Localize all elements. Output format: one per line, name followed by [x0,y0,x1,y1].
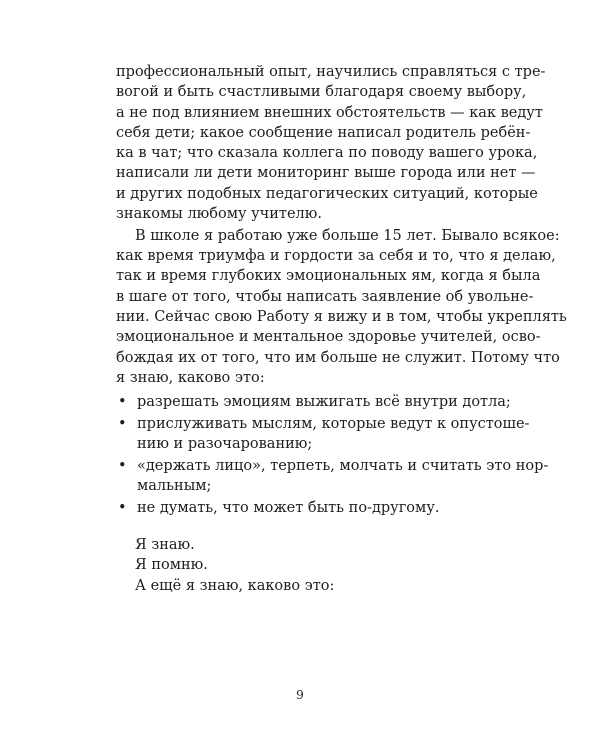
text-line: так и время глубоких эмоциональных ям, когда я была [116,268,541,285]
bullet-marker: • [118,415,127,432]
list-item: разрешать эмоциям выжигать всё внутри дотла; [137,393,511,410]
bullet-marker: • [118,393,127,410]
text-line: Я знаю. [135,537,195,554]
text-line: написали ли дети мониторинг выше города или нет — [116,165,536,182]
text-line: и других подобных педагогических ситуаций, которые [116,185,538,202]
text-line: А ещё я знаю, каково это: [135,577,335,594]
text-line: как время триумфа и гордости за себя и то, что я делаю, [116,248,556,265]
text-line: ка в чат; что сказала коллега по поводу вашего урока, [116,145,538,162]
bullet-marker: • [118,500,127,517]
text-line: нии. Сейчас свою Работу я вижу и в том, чтобы укреплять [116,309,567,326]
list-item: не думать, что может быть по-другому. [137,500,440,517]
list-item-continuation: нию и разочарованию; [137,435,313,452]
list-item: «держать лицо», терпеть, молчать и считать это нор- [137,457,549,474]
text-line: эмоциональное и ментальное здоровье учителей, осво- [116,329,541,346]
list-item: прислуживать мыслям, которые ведут к опустоше- [137,415,530,432]
bullet-marker: • [118,457,127,474]
text-line: профессиональный опыт, научились справляться с тре- [116,64,546,80]
text-line: себя дети; какое сообщение написал родитель ребён- [116,124,531,141]
page-number: 9 [296,688,304,702]
text-line: вогой и быть счастливыми благодаря своему выбору, [116,84,527,101]
text-line-indented: В школе я работаю уже больше 15 лет. Бывало всякое: [135,227,560,244]
text-line: Я помню. [135,557,208,574]
text-line: я знаю, каково это: [116,369,265,386]
text-line: а не под влиянием внешних обстоятельств — как ведут [116,104,543,121]
list-item-continuation: мальным; [137,478,212,495]
text-line: в шаге от того, чтобы написать заявление об увольне- [116,288,534,305]
text-line: бождая их от того, что им больше не служит. Потому что [116,349,560,366]
text-line: знакомы любому учителю. [116,205,322,222]
